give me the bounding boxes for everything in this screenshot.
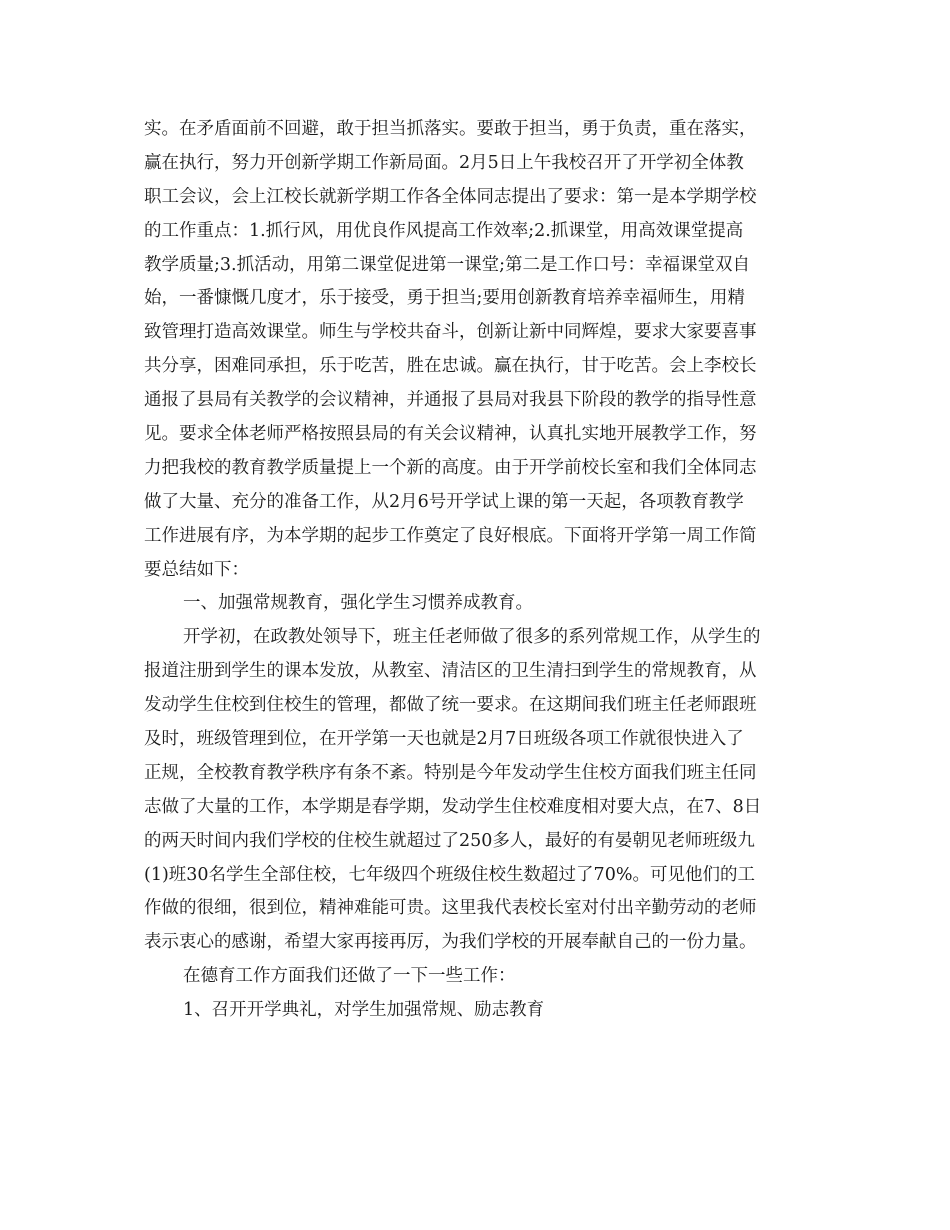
text-line: 及时，班级管理到位，在开学第一天也就是2月7日班级各项工作就很快进入了 [144, 729, 744, 750]
text-line: 表示衷心的感谢，希望大家再接再厉，为我们学校的开展奉献自己的一份力量。 [144, 932, 757, 953]
text-line: 见。要求全体老师严格按照县局的有关会议精神，认真扎实地开展教学工作，努 [144, 424, 757, 445]
text-line: 赢在执行，努力开创新学期工作新局面。2月5日上午我校召开了开学初全体教 [144, 152, 744, 173]
text-line: 要总结如下： [144, 559, 249, 580]
text-line: 力把我校的教育教学质量提上一个新的高度。由于开学前校长室和我们全体同志 [144, 457, 757, 478]
text-line: 在德育工作方面我们还做了一下一些工作： [183, 966, 516, 987]
text-line: 报道注册到学生的课本发放，从教室、清洁区的卫生清扫到学生的常规教育，从 [144, 661, 757, 682]
text-line: 的两天时间内我们学校的住校生就超过了250多人，最好的有晏朝见老师班级九 [144, 830, 755, 851]
text-line: 实。在矛盾面前不回避，敢于担当抓落实。要敢于担当，勇于负责，重在落实， [144, 119, 757, 139]
text-line: 作做的很细，很到位，精神难能可贵。这里我代表校长室对付出辛勤劳动的老师 [144, 898, 757, 919]
text-line: 通报了县局有关教学的会议精神，并通报了县局对我县下阶段的教学的指导性意 [144, 390, 757, 411]
text-line: 职工会议，会上江校长就新学期工作各全体同志提出了要求：第一是本学期学校 [144, 186, 757, 207]
text-line: 的工作重点：1.抓行风，用优良作风提高工作效率;2.抓课堂，用高效课堂提高 [144, 220, 744, 241]
text-line: 正规，全校教育教学秩序有条不紊。特别是今年发动学生住校方面我们班主任同 [144, 762, 757, 783]
text-line: (1)班30名学生全部住校，七年级四个班级住校生数超过了70%。可见他们的工 [144, 864, 755, 885]
text-line: 志做了大量的工作，本学期是春学期，发动学生住校难度相对要大点，在7、8日 [144, 796, 762, 817]
text-line: 1、召开开学典礼，对学生加强常规、励志教育 [183, 1000, 545, 1021]
text-line: 做了大量、充分的准备工作，从2月6号开学试上课的第一天起，各项教育教学 [144, 491, 744, 512]
text-line: 开学初，在政教处领导下，班主任老师做了很多的系列常规工作，从学生的 [183, 627, 761, 648]
text-line: 一、加强常规教育，强化学生习惯养成教育。 [183, 593, 533, 614]
document-body [144, 113, 804, 1028]
text-line: 教学质量;3.抓活动，用第二课堂促进第一课堂;第二是工作口号：幸福课堂双自 [144, 254, 750, 275]
text-line: 共分享，困难同承担，乐于吃苦，胜在忠诚。赢在执行，甘于吃苦。会上李校长 [144, 356, 757, 377]
text-line: 发动学生住校到住校生的管理，都做了统一要求。在这期间我们班主任老师跟班 [144, 695, 757, 716]
text-line: 致管理打造高效课堂。师生与学校共奋斗，创新让新中同辉煌，要求大家要喜事 [144, 322, 757, 343]
text-line: 始，一番慷慨几度才，乐于接受，勇于担当;要用创新教育培养幸福师生，用精 [144, 288, 745, 309]
text-line: 工作进展有序，为本学期的起步工作奠定了良好根底。下面将开学第一周工作简 [144, 525, 757, 546]
